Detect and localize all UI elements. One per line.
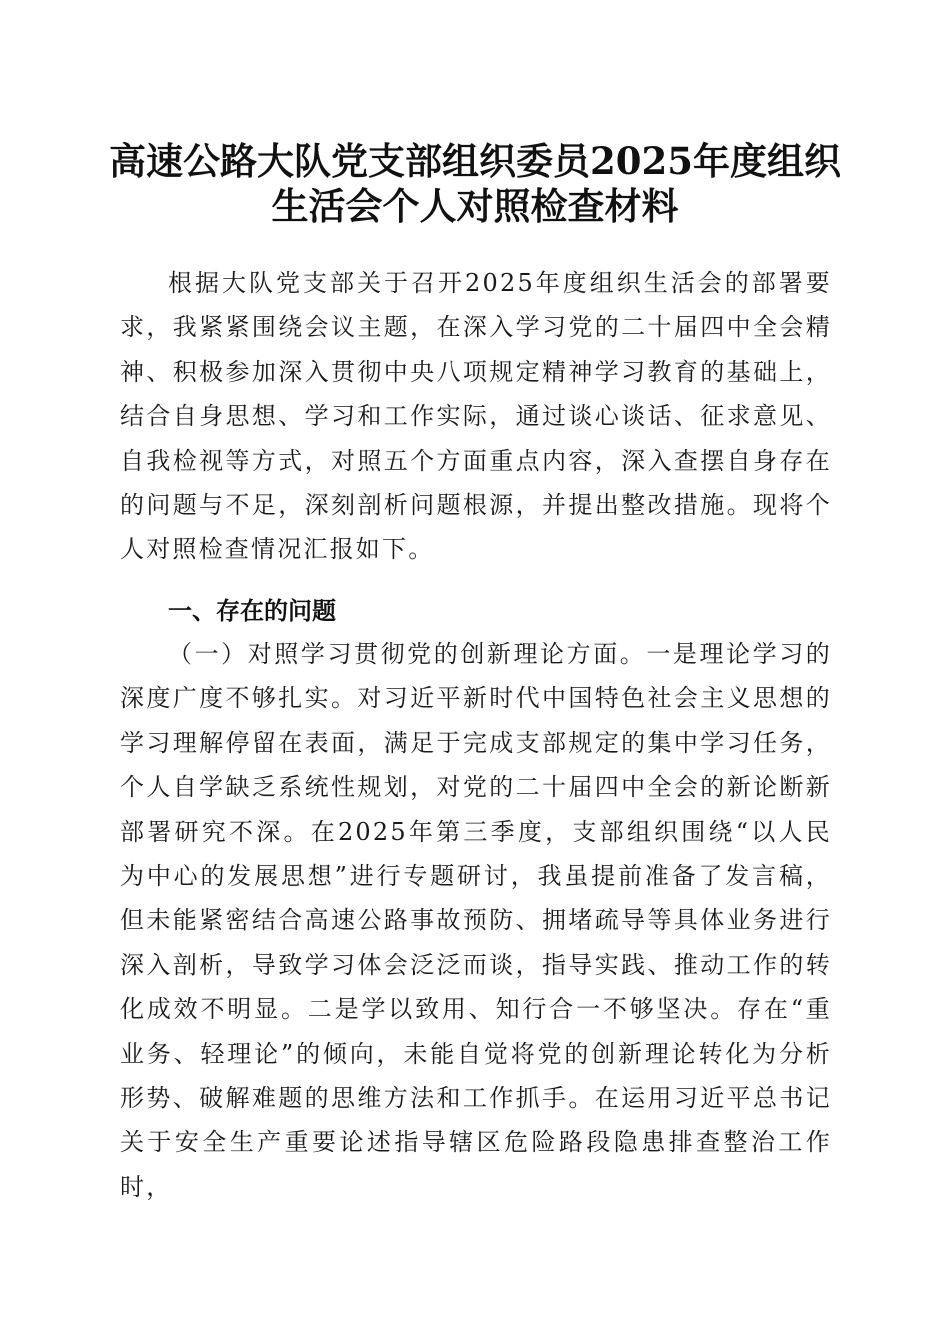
document-title-line-1: 高速公路大队党支部组织委员2025年度组织	[109, 139, 841, 183]
intro-paragraph: 根据大队党支部关于召开2025年度组织生活会的部署要求，我紧紧围绕会议主题，在深入学习党的二十届四中全会精神、积极参加深入贯彻中央八项规定精神学习教育的基础上，结合自身思想、学习和工作实际，通过谈心谈话、征求意见、自我检视等方式，对照五个方面重点内容，深入查摆自身存在的问题与不足，深刻剖析问题根源，并提出整改措施。现将个人对照检查情况汇报如下。	[120, 269, 832, 564]
document-title-line-2: 生活会个人对照检查材料	[271, 184, 679, 228]
section-paragraph-theory: （一）对照学习贯彻党的创新理论方面。一是理论学习的深度广度不够扎实。对习近平新时代中国特色社会主义思想的学习理解停留在表面，满足于完成支部规定的集中学习任务，个人自学缺乏系统性规划，对党的二十届四中全会的新论断新部署研究不深。在2025年第三季度，支部组织围绕“以人民为中心的发展思想”进行专题研讨，我虽提前准备了发言稿，但未能紧密结合高速公路事故预防、拥堵疏导等具体业务进行深入剖析，导致学习体会泛泛而谈，指导实践、推动工作的转化成效不明显。二是学以致用、知行合一不够坚决。存在“重业务、轻理论”的倾向，未能自觉将党的创新理论转化为分析形势、破解难题的思维方法和工作抓手。在运用习近平总书记关于安全生产重要论述指导辖区危险路段隐患排查整治工作时，	[120, 640, 832, 1201]
section-heading-problems: 一、存在的问题	[168, 597, 336, 625]
